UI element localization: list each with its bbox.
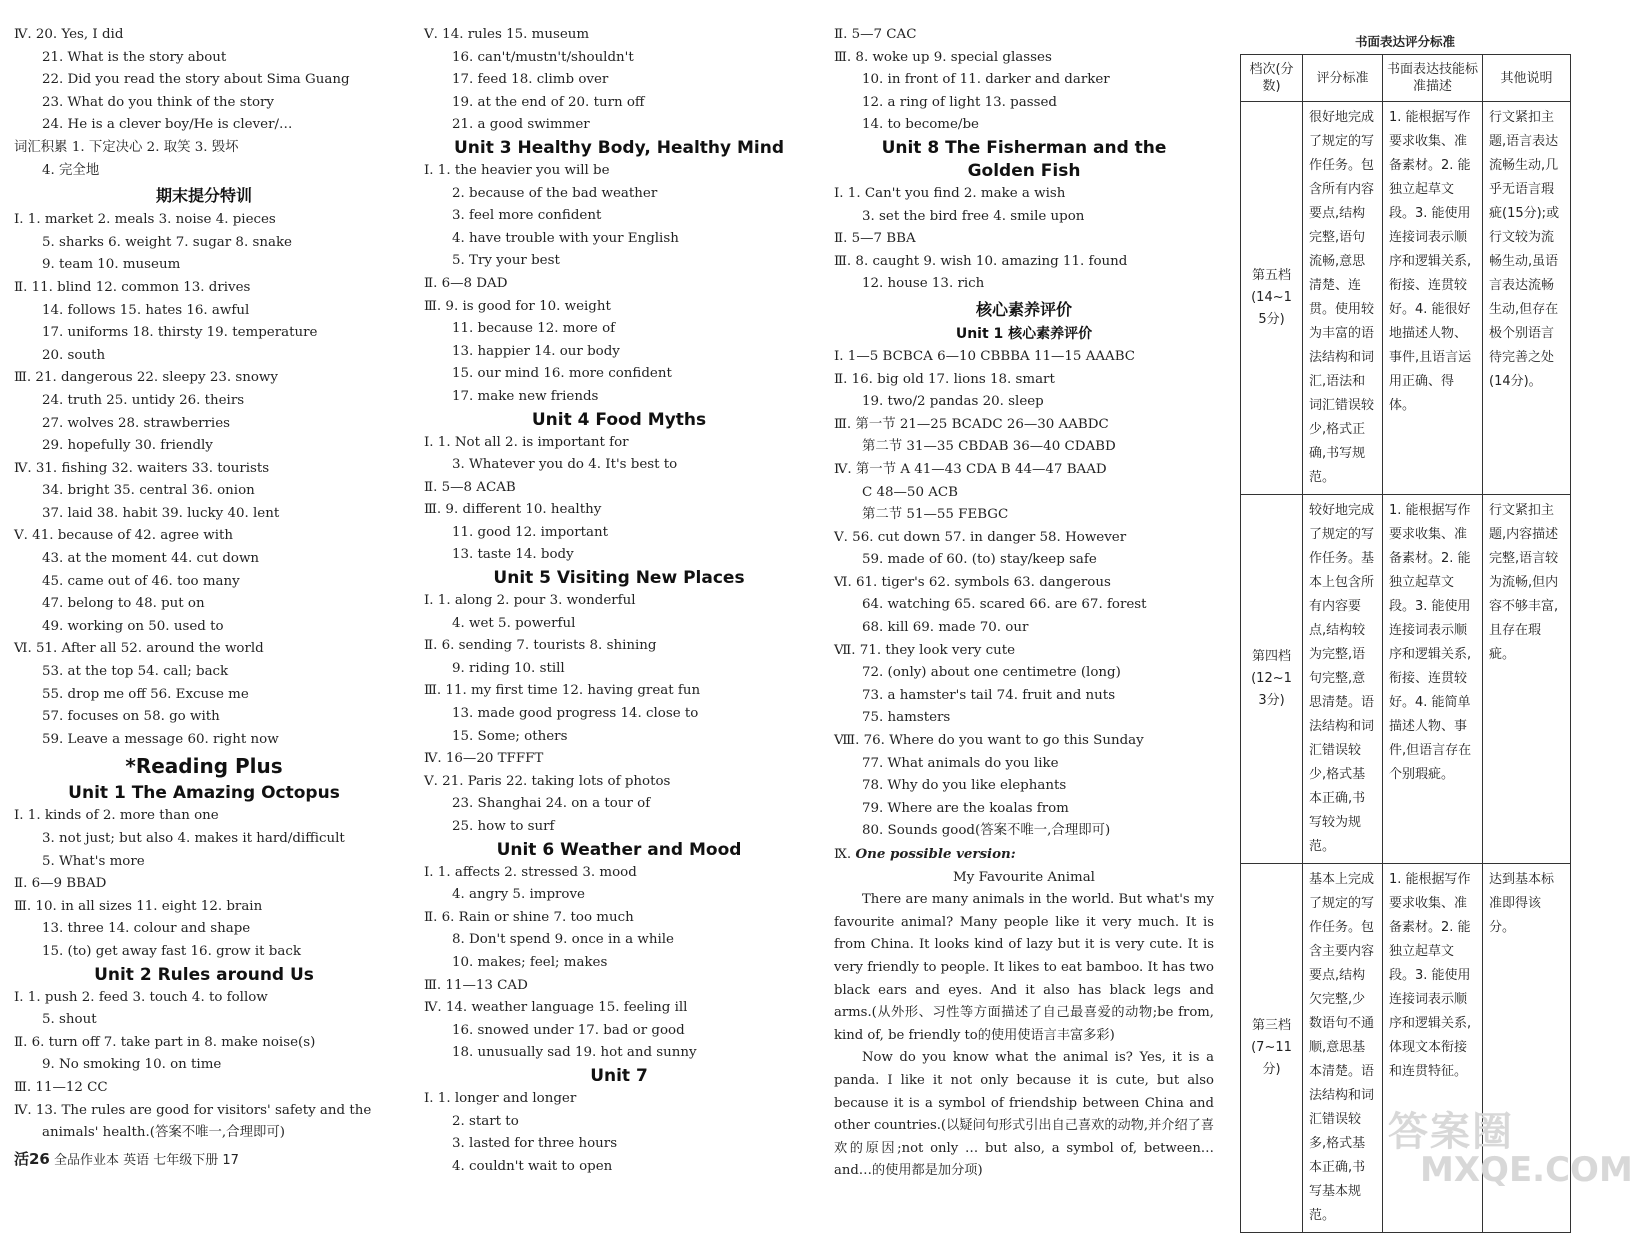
answer-line: 9. riding 10. still (452, 660, 565, 676)
answer-line: 34. bright 35. central 36. onion (42, 483, 255, 499)
answer-line: 4. wet 5. powerful (452, 615, 576, 631)
essay-paragraph: Now do you know what the animal is? Yes, it is a panda. I like it not only because it is cute, but also because it is a symbol of friendship between China and other countries.(以疑问句形式引出自己喜欢的动物,并介绍了喜欢的原因;not only … but also, a symbol of, between…and…的使用都是加分项) (834, 1050, 1215, 1179)
answer-line: 78. Why do you like elephants (862, 778, 1067, 794)
answer-block (424, 432, 814, 568)
answer-line: 55. drop me off 56. Excuse me (42, 686, 249, 702)
answer-line: 4. 完全地 (42, 162, 100, 178)
answer-line: Ⅳ. 14. weather language 15. feeling ill (424, 1000, 688, 1016)
answer-line: 80. Sounds good(答案不唯一,合理即可) (862, 823, 1111, 839)
answer-line: 13. three 14. colour and shape (42, 921, 251, 937)
answer-line: 59. Leave a message 60. right now (42, 731, 279, 747)
answer-line: 10. in front of 11. darker and darker (862, 72, 1110, 88)
answer-line: 79. Where are the koalas from (862, 800, 1069, 816)
answer-line: 23. Shanghai 24. on a tour of (452, 796, 651, 812)
answer-line: 47. belong to 48. put on (42, 596, 205, 612)
answer-line: Ⅱ. 16. big old 17. lions 18. smart (834, 371, 1055, 387)
answer-line: 4. angry 5. improve (452, 887, 585, 903)
answer-line: 5. Try your best (452, 253, 560, 269)
answer-column-2 (424, 24, 814, 1178)
answer-line: 4. have trouble with your English (452, 230, 679, 246)
answer-line: 21. What is the story about (42, 49, 227, 65)
answer-line: 17. uniforms 18. thirsty 19. temperature (42, 325, 318, 341)
rubric-skills: 1. 能根据写作要求收集、准备素材。2. 能独立起草文段。3. 能使用连接词表示顺序和逻辑关系,体现文本衔接和连贯特征。 (1383, 864, 1483, 1233)
essay-title: My Favourite Animal (953, 869, 1095, 885)
answer-line: 19. two/2 pandas 20. sleep (862, 394, 1044, 410)
answer-line: 11. good 12. important (452, 524, 609, 540)
answer-line: 72. (only) about one centimetre (long) (862, 665, 1121, 681)
section-heading: *Reading Plus (125, 754, 283, 779)
answer-line: Ⅲ. 21. dangerous 22. sleepy 23. snowy (14, 370, 278, 386)
rubric-table (1240, 54, 1571, 1233)
answer-line: 第二节 51—55 FEBGC (862, 507, 1009, 523)
unit-heading: Unit 7 (590, 1065, 648, 1086)
rubric-skills: 1. 能根据写作要求收集、准备素材。2. 能独立起草文段。3. 能使用连接词表示顺序和逻辑关系,衔接、连贯较好。4. 能简单描述人物、事件,但语言存在个别瑕疵。 (1383, 495, 1483, 864)
answer-line: Ⅴ. 56. cut down 57. in danger 58. However (834, 529, 1127, 545)
answer-line: 49. working on 50. used to (42, 618, 224, 634)
answer-line: 11. because 12. more of (452, 321, 616, 337)
rubric-row (1241, 495, 1571, 864)
answer-line: 23. What do you think of the story (42, 94, 274, 110)
answer-line: animals' health.(答案不唯一,合理即可) (42, 1125, 285, 1141)
answer-line: Ⅰ. 1. Not all 2. is important for (424, 434, 629, 450)
answer-line: 15. (to) get away fast 16. grow it back (42, 943, 301, 959)
answer-line: Ⅱ. 5—7 CAC (834, 27, 917, 42)
answer-line: 12. a ring of light 13. passed (862, 94, 1057, 110)
answer-line: 词汇积累 1. 下定决心 2. 取笑 3. 毁坏 (14, 139, 239, 155)
rubric-skills: 1. 能根据写作要求收集、准备素材。2. 能独立起草文段。3. 能使用连接词表示顺序和逻辑关系,衔接、连贯较好。4. 能很好地描述人物、事件,且语言运用正确、得体。 (1383, 102, 1483, 495)
section-heading: 期末提分特训 (155, 186, 252, 206)
rubric-notes: 行文紧扣主题,内容描述完整,语言较为流畅,但内容不够丰富,且存在瑕疵。 (1483, 495, 1571, 864)
rubric-header: 评分标准 (1303, 55, 1383, 102)
answer-line: Ⅰ. 1. the heavier you will be (424, 162, 610, 178)
section-heading: 核心素养评价 (975, 299, 1072, 319)
answer-line: 15. Some; others (452, 728, 568, 744)
answer-line: 24. He is a clever boy/He is clever/… (42, 117, 293, 133)
answer-block (14, 209, 394, 751)
answer-line: 14. follows 15. hates 16. awful (42, 302, 250, 318)
answer-line: 25. how to surf (452, 819, 555, 834)
answer-line: 64. watching 65. scared 66. are 67. forest (862, 597, 1147, 613)
answer-block (14, 987, 394, 1145)
answer-line: Ⅳ. 13. The rules are good for visitors' safety and the (14, 1102, 372, 1118)
answer-line: 73. a hamster's tail 74. fruit and nuts (862, 687, 1116, 703)
rubric-header: 书面表达技能标准描述 (1383, 55, 1483, 102)
scoring-rubric (1240, 30, 1570, 1233)
answer-line: 3. set the bird free 4. smile upon (862, 208, 1085, 224)
answer-line: 59. made of 60. (to) stay/keep safe (862, 552, 1097, 568)
answer-line: Ⅲ. 11. my first time 12. having great fun (424, 683, 701, 699)
answer-line: Ⅳ. 第一节 A 41—43 CDA B 44—47 BAAD (834, 461, 1107, 477)
answer-line: Ⅴ. 14. rules 15. museum (424, 27, 590, 42)
unit-heading-cont: Golden Fish (967, 160, 1081, 181)
page-footer (14, 1148, 239, 1169)
answer-line: Ⅰ. 1. along 2. pour 3. wonderful (424, 593, 636, 609)
answer-line: 13. made good progress 14. close to (452, 706, 699, 722)
writing-version-line (834, 843, 1214, 867)
answer-line: 14. to become/be (862, 117, 979, 133)
answer-line: 8. Don't spend 9. once in a while (452, 932, 674, 948)
rubric-criteria: 较好地完成了规定的写作任务。基本上包含所有内容要点,结构较为完整,语句完整,意思清楚。语法结构和词汇错误较少,格式基本正确,书写较为规范。 (1303, 495, 1383, 864)
unit-heading: Unit 1 核心素养评价 (955, 325, 1093, 342)
answer-line: Ⅰ. 1. longer and longer (424, 1090, 577, 1106)
answer-block (424, 862, 814, 1065)
answer-line: Ⅲ. 11—13 CAD (424, 977, 528, 993)
answer-line: 15. our mind 16. more confident (452, 366, 672, 382)
answer-block (424, 160, 814, 409)
section-number: Ⅸ. (834, 847, 852, 862)
answer-line: 12. house 13. rich (862, 276, 985, 292)
answer-line: 57. focuses on 58. go with (42, 709, 220, 725)
answer-line: Ⅳ. 31. fishing 32. waiters 33. tourists (14, 460, 270, 476)
answer-line: Ⅱ. 11. blind 12. common 13. drives (14, 279, 251, 295)
rubric-notes: 行文紧扣主题,语言表达流畅生动,几乎无语言瑕疵(15分);或行文较为流畅生动,虽语言表达流畅生动,但存在极个别语言待完善之处(14分)。 (1483, 102, 1571, 495)
version-label: One possible version: (855, 846, 1016, 862)
answer-line: 16. can't/mustn't/shouldn't (452, 49, 634, 65)
answer-line: C 48—50 ACB (862, 484, 958, 500)
answer-line: Ⅵ. 51. After all 52. around the world (14, 641, 264, 657)
answer-block (424, 590, 814, 839)
rubric-row (1241, 102, 1571, 495)
answer-line: Ⅳ. 20. Yes, I did (14, 27, 124, 42)
answer-line: Ⅲ. 9. is good for 10. weight (424, 298, 611, 314)
answer-line: 13. taste 14. body (452, 547, 574, 563)
rubric-criteria: 基本上完成了规定的写作任务。包含主要内容要点,结构欠完整,少数语句不通顺,意思基本清楚。语法结构和词汇错误较多,格式基本正确,书写基本规范。 (1303, 864, 1383, 1233)
answer-block (14, 805, 394, 963)
answer-line: Ⅲ. 第一节 21—25 BCADC 26—30 AABDC (834, 416, 1109, 432)
answer-line: 16. snowed under 17. bad or good (452, 1022, 685, 1038)
answer-column-3 (834, 24, 1214, 1183)
answer-line: 3. lasted for three hours (452, 1136, 618, 1152)
answer-line: 75. hamsters (862, 710, 951, 726)
answer-block (834, 183, 1214, 296)
rubric-criteria: 很好地完成了规定的写作任务。包含所有内容要点,结构完整,语句流畅,意思清楚、连贯。使用较为丰富的语法结构和词汇,语法和词汇错误较少,格式正确,书写规范。 (1303, 102, 1383, 495)
unit-heading: Unit 5 Visiting New Places (493, 568, 745, 589)
answer-line: 77. What animals do you like (862, 755, 1059, 771)
answer-line: 20. south (42, 347, 106, 363)
unit-heading: Unit 1 The Amazing Octopus (68, 783, 340, 804)
answer-block (834, 24, 1214, 137)
answer-line: 13. happier 14. our body (452, 343, 620, 359)
answer-line: Ⅱ. 6—9 BBAD (14, 876, 107, 892)
answer-line: 3. Whatever you do 4. It's best to (452, 457, 678, 473)
rubric-notes: 达到基本标准即得该分。 (1483, 864, 1571, 1233)
watermark-url: MXQE.COM (1420, 1150, 1633, 1190)
unit-heading: Unit 3 Healthy Body, Healthy Mind (453, 137, 785, 158)
answer-line: 10. makes; feel; makes (452, 954, 608, 970)
answer-line: 4. couldn't wait to open (452, 1158, 613, 1174)
footer-text: 全品作业本 英语 七年级下册 17 (54, 1153, 239, 1168)
answer-line: Ⅶ. 71. they look very cute (834, 642, 1016, 658)
rubric-title: 书面表达评分标准 (1354, 34, 1455, 49)
page-code: 活26 (14, 1150, 50, 1168)
answer-line: 17. make new friends (452, 388, 599, 404)
answer-line: Ⅲ. 8. woke up 9. special glasses (834, 49, 1052, 65)
answer-line: Ⅱ. 6—8 DAD (424, 275, 508, 291)
rubric-header: 档次(分数) (1241, 55, 1303, 102)
answer-block (834, 346, 1214, 843)
answer-line: Ⅰ. 1. market 2. meals 3. noise 4. pieces (14, 212, 276, 228)
answer-block (14, 24, 394, 182)
answer-line: Ⅱ. 6. turn off 7. take part in 8. make noise(s) (14, 1034, 316, 1050)
unit-heading: Unit 2 Rules around Us (94, 964, 314, 985)
answer-line: 19. at the end of 20. turn off (452, 94, 645, 110)
answer-line: 2. start to (452, 1113, 519, 1129)
answer-line: Ⅷ. 76. Where do you want to go this Sunday (834, 733, 1144, 749)
answer-line: Ⅲ. 8. caught 9. wish 10. amazing 11. found (834, 253, 1128, 269)
answer-line: Ⅱ. 5—7 BBA (834, 231, 916, 247)
answer-line: 53. at the top 54. call; back (42, 664, 229, 680)
answer-line: 第二节 31—35 CBDAB 36—40 CDABD (862, 439, 1116, 455)
rubric-header-row (1241, 55, 1571, 102)
answer-line: 2. because of the bad weather (452, 185, 658, 201)
answer-line: 5. sharks 6. weight 7. sugar 8. snake (42, 234, 292, 250)
answer-line: Ⅰ. 1. push 2. feed 3. touch 4. to follow (14, 989, 268, 1005)
answer-line: 9. No smoking 10. on time (42, 1057, 222, 1073)
answer-line: Ⅲ. 11—12 CC (14, 1079, 108, 1095)
answer-line: Ⅱ. 5—8 ACAB (424, 479, 516, 495)
answer-line: 68. kill 69. made 70. our (862, 620, 1029, 636)
answer-line: Ⅳ. 16—20 TFFFT (424, 751, 544, 767)
unit-heading: Unit 4 Food Myths (531, 409, 707, 430)
answer-line: Ⅰ. 1. Can't you find 2. make a wish (834, 185, 1066, 201)
answer-line: Ⅵ. 61. tiger's 62. symbols 63. dangerous (834, 574, 1111, 590)
answer-line: 29. hopefully 30. friendly (42, 438, 213, 454)
answer-block (424, 1088, 814, 1178)
answer-line: 43. at the moment 44. cut down (42, 551, 260, 567)
answer-line: Ⅲ. 9. different 10. healthy (424, 502, 602, 518)
answer-line: 24. truth 25. untidy 26. theirs (42, 392, 245, 408)
answer-line: 22. Did you read the story about Sima Guang (42, 72, 350, 88)
essay-paragraph: There are many animals in the world. But what's my favourite animal? Many people like it very much. It is from China. It looks kind of lazy but it is very cute. It is very friendly to people. It likes to eat bamboo. It has two black ears and eyes. And it also has black legs and arms.(从外形、习性等方面描述了自己最喜爱的动物;be from, kind of, be friendly to的使用使语言丰富多彩) (834, 892, 1214, 1043)
unit-heading: Unit 6 Weather and Mood (496, 839, 742, 860)
answer-line: 3. not just; but also 4. makes it hard/difficult (42, 831, 345, 846)
answer-line: Ⅰ. 1—5 BCBCA 6—10 CBBBA 11—15 AAABC (834, 348, 1136, 364)
answer-line: 18. unusually sad 19. hot and sunny (452, 1045, 697, 1061)
rubric-level: 第五档(14~15分) (1241, 102, 1303, 495)
answer-line: 9. team 10. museum (42, 257, 181, 273)
answer-line: 3. feel more confident (452, 208, 602, 224)
watermark-logo: 答案圈 (1388, 1109, 1514, 1155)
answer-line: 27. wolves 28. strawberries (42, 415, 231, 431)
answer-line: Ⅱ. 6. Rain or shine 7. too much (424, 909, 634, 925)
answer-line: Ⅰ. 1. affects 2. stressed 3. mood (424, 864, 637, 880)
answer-column-1 (14, 24, 394, 1145)
answer-line: 45. came out of 46. too many (42, 573, 240, 589)
answer-line: Ⅴ. 41. because of 42. agree with (14, 528, 234, 544)
answer-line: 5. shout (42, 1012, 97, 1028)
rubric-level: 第三档(7~11分) (1241, 864, 1303, 1233)
answer-line: Ⅲ. 10. in all sizes 11. eight 12. brain (14, 898, 263, 914)
answer-line: 21. a good swimmer (452, 117, 590, 133)
answer-line: 5. What's more (42, 853, 145, 869)
rubric-header: 其他说明 (1483, 55, 1571, 102)
answer-line: Ⅰ. 1. kinds of 2. more than one (14, 808, 219, 824)
rubric-level: 第四档(12~13分) (1241, 495, 1303, 864)
answer-line: 17. feed 18. climb over (452, 72, 609, 88)
unit-heading: Unit 8 The Fisherman and the (881, 137, 1167, 158)
answer-block (424, 24, 814, 137)
answer-line: 37. laid 38. habit 39. lucky 40. lent (42, 505, 280, 521)
answer-line: Ⅴ. 21. Paris 22. taking lots of photos (424, 773, 671, 789)
answer-line: Ⅱ. 6. sending 7. tourists 8. shining (424, 638, 657, 654)
